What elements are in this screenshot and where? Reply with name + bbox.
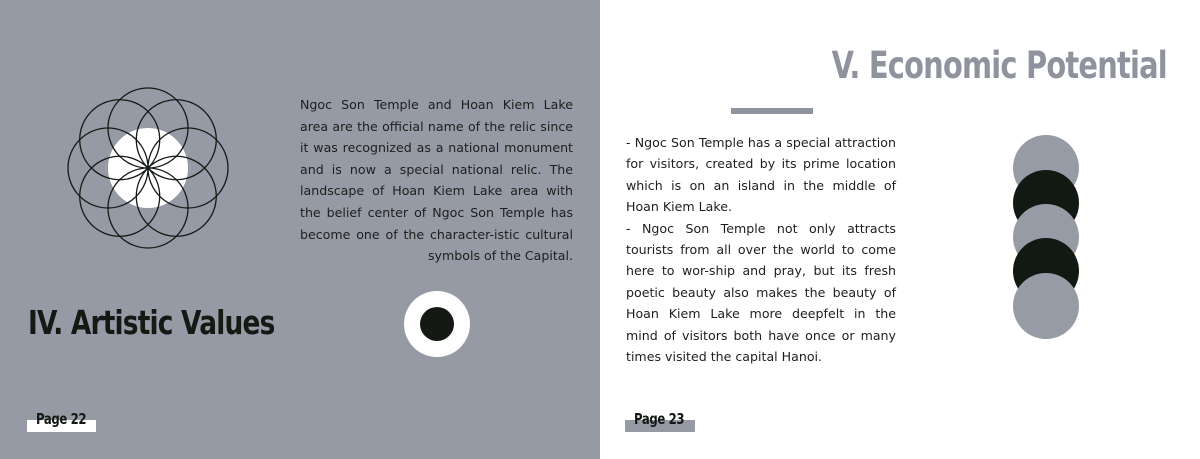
divider-bar [731, 108, 813, 114]
ring-dot-icon [404, 291, 470, 357]
artistic-values-heading: IV. Artistic Values [28, 303, 275, 342]
page-number-label: Page 23 [634, 410, 685, 428]
page-number-label: Page 22 [36, 410, 87, 428]
right-page [600, 0, 1200, 459]
economic-potential-text [626, 132, 896, 367]
economic-paragraph-1: - Ngoc Son Temple has a special attraction for visitors, created by its prime location which is on an island in the middle of Hoan Kiem Lake. [626, 135, 896, 215]
ring-dot-core [420, 307, 454, 341]
page-number-tag [27, 410, 96, 432]
artistic-values-paragraph: Ngoc Son Temple and Hoan Kiem Lake area are the official name of the relic since it was recognized as a national monument and is now a special national relic. The landscape of Hoan Kiem Lake area with the belief center of Ngoc Son Temple has become one of the character-istic cultural symbols of the Capital. [300, 97, 573, 264]
stacked-discs-icon [1013, 135, 1081, 341]
economic-paragraph-2: - Ngoc Son Temple not only attracts tourists from all over the world to come here to wor-ship and pray, but its fresh poetic beauty also makes the beauty of Hoan Kiem Lake more deepfelt in the mind of visitors both have once or many times visited the capital Hanoi. [626, 220, 896, 365]
page-number-tag [625, 410, 695, 432]
economic-potential-heading: V. Economic Potential [831, 44, 1167, 87]
lotus-rosette-icon [62, 82, 234, 254]
disc-5 [1013, 273, 1079, 339]
